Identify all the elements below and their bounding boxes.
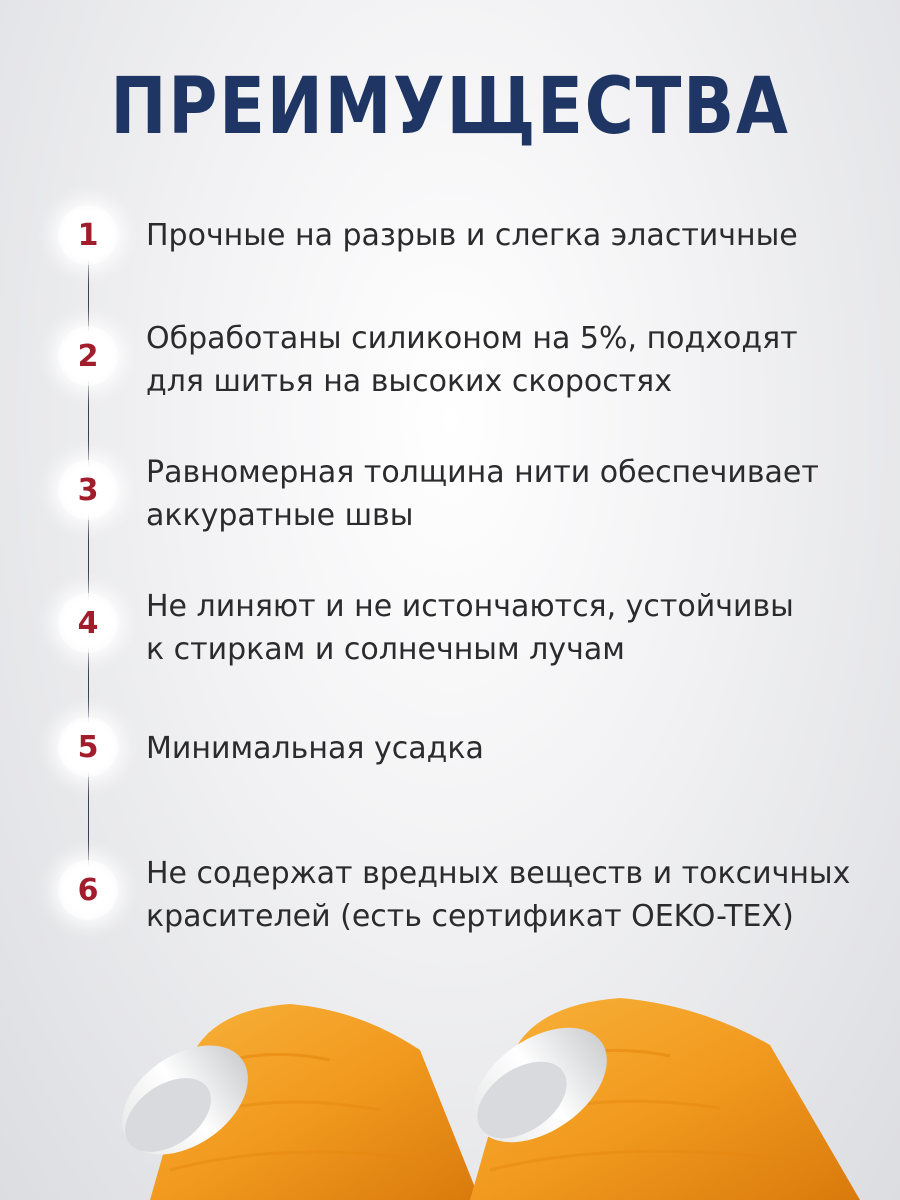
benefit-text: Прочные на разрыв и слегка эластичные [146, 218, 798, 253]
benefit-text: Равномерная толщина нити обеспечивает аккуратные швы [146, 455, 819, 533]
benefit-text: Не содержат вредных веществ и токсичных красителей (есть сертификат OEKO-TEX) [146, 856, 851, 934]
benefit-number-badge: 1 [58, 205, 118, 265]
thread-spool-right [452, 998, 860, 1200]
benefit-text: Минимальная усадка [146, 731, 484, 766]
benefit-number-badge: 5 [58, 717, 118, 777]
benefit-number-badge: 2 [58, 326, 118, 386]
benefit-number-badge: 3 [58, 460, 118, 520]
benefit-number-badge: 6 [58, 860, 118, 920]
benefit-number-badge: 4 [58, 593, 118, 653]
benefit-text: Обработаны силиконом на 5%, подходят для шитья на высоких скоростях [146, 321, 798, 399]
thread-spool-left [102, 1004, 480, 1200]
thread-spools-image [0, 990, 900, 1200]
page-title: ПРЕИМУЩЕСТВА [110, 62, 790, 152]
benefit-text: Не линяют и не истончаются, устойчивы к стиркам и солнечным лучам [146, 589, 794, 667]
